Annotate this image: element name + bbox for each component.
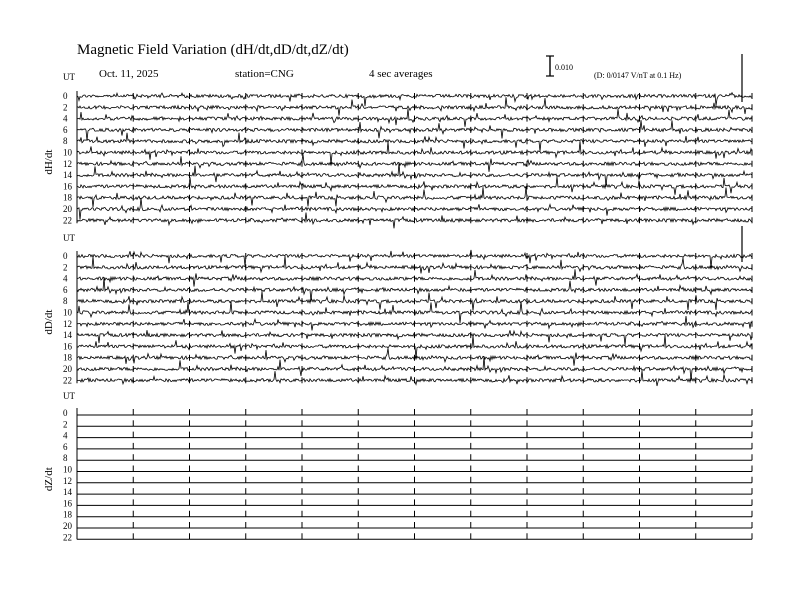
panels-group — [43, 54, 752, 542]
date-label: Oct. 11, 2025 — [99, 68, 159, 80]
row-label: 12 — [63, 318, 72, 329]
row-label: 20 — [63, 521, 72, 531]
row-label: 14 — [63, 170, 72, 181]
panel-dD-dt — [43, 226, 752, 386]
row-label: 0 — [63, 408, 68, 418]
row-label: 2 — [63, 102, 68, 113]
row-label: 10 — [63, 464, 72, 475]
row-label: 10 — [63, 307, 72, 318]
row-label: 4 — [63, 273, 68, 284]
row-label: 22 — [63, 215, 72, 226]
row-label: 20 — [63, 364, 72, 374]
averaging-label: 4 sec averages — [369, 68, 433, 80]
row-label: 14 — [63, 487, 72, 498]
row-label: 14 — [63, 330, 72, 341]
row-label: 2 — [63, 419, 68, 430]
row-label: 8 — [63, 453, 68, 464]
row-label: 22 — [63, 532, 72, 543]
row-label: 6 — [63, 441, 68, 452]
panel-ylabel: dD/dt — [43, 309, 55, 335]
row-label: 16 — [63, 498, 72, 509]
panel-ylabel: dZ/dt — [43, 467, 55, 492]
row-label: 18 — [63, 352, 72, 363]
panel-dH-dt — [43, 54, 752, 228]
row-label: 0 — [63, 91, 68, 101]
row-label: 22 — [63, 375, 72, 386]
row-label: 4 — [63, 430, 68, 441]
station-label: station=CNG — [235, 68, 294, 80]
row-label: 18 — [63, 192, 72, 203]
row-label: 8 — [63, 136, 68, 147]
panel-ylabel: dH/dt — [43, 149, 55, 175]
chart-title: Magnetic Field Variation (dH/dt,dD/dt,dZ/dt) — [77, 42, 349, 58]
row-label: 16 — [63, 181, 72, 192]
row-label: 16 — [63, 341, 72, 352]
row-label: 18 — [63, 509, 72, 520]
row-label: 20 — [63, 204, 72, 214]
scale-bar — [546, 56, 554, 76]
row-label: 8 — [63, 296, 68, 307]
row-label: 12 — [63, 475, 72, 486]
row-label: 10 — [63, 147, 72, 158]
ut-label: UT — [63, 72, 75, 82]
row-label: 12 — [63, 158, 72, 169]
scale-value: 0.010 — [555, 63, 573, 72]
row-label: 6 — [63, 124, 68, 135]
panel-dZ-dt — [43, 391, 752, 542]
ut-label: UT — [63, 391, 75, 401]
row-label: 0 — [63, 251, 68, 261]
scale-note: (D: 0/0147 V/nT at 0.1 Hz) — [594, 71, 682, 80]
row-label: 2 — [63, 262, 68, 273]
row-label: 6 — [63, 284, 68, 295]
row-label: 4 — [63, 113, 68, 124]
ut-label: UT — [63, 233, 75, 243]
